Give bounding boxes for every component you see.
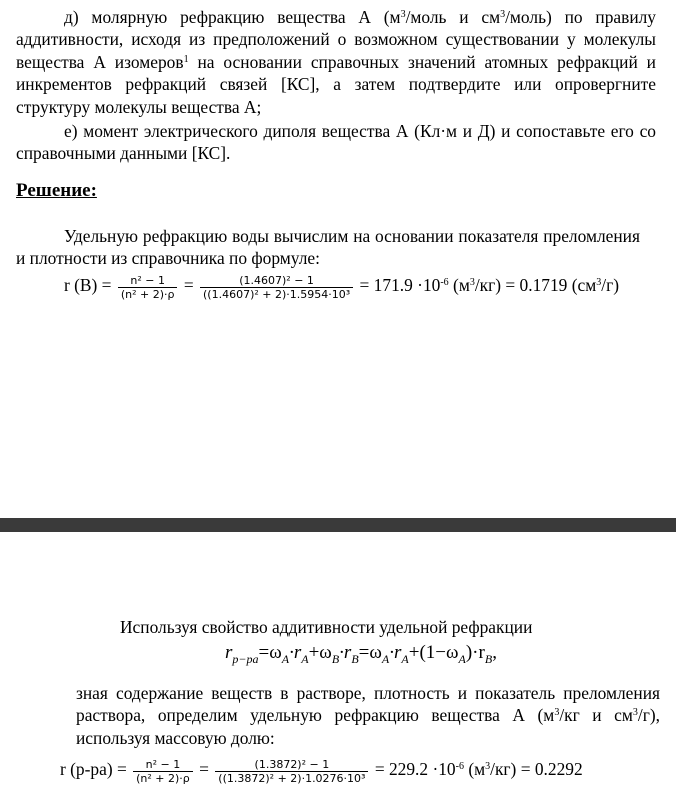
symbol: +ω: [308, 642, 332, 663]
fraction-general: [118, 274, 178, 301]
subscript: B: [351, 651, 359, 666]
superscript: 3: [554, 707, 560, 719]
symbol: =ω: [358, 642, 382, 663]
subscript: A: [301, 651, 309, 666]
formula-result: = 229.2 ·10: [370, 759, 456, 779]
exponent: -6: [440, 277, 449, 288]
document-page-2: [0, 532, 676, 790]
formula-lhs: r (B) =: [64, 275, 116, 295]
symbol: ,: [492, 642, 497, 663]
symbol: =ω: [258, 642, 282, 663]
solution-text-part: зная содержание веществ в растворе, плотность и показатель преломления раствора, определим удельную рефракцию вещества А (м: [76, 683, 660, 726]
additivity-intro: Используя свойство аддитивности удельной рефракции: [120, 617, 533, 637]
fraction-values: [215, 758, 368, 785]
equals-sign: =: [194, 759, 214, 779]
fraction-denominator: ((1.3872)² + 2)·1.0276·10³: [215, 771, 368, 785]
unit-text: /кг) = 0.2292: [490, 759, 583, 779]
subscript: A: [281, 651, 290, 666]
item-e-paragraph: е) момент электрического диполя вещества А (Кл·м и Д) и сопоставьте его со справочными данными [КС].: [16, 121, 656, 164]
fraction-numerator: (1.4607)² − 1: [239, 273, 314, 287]
fraction-numerator: n² − 1: [130, 273, 165, 287]
item-d-text: /моль) по правилу аддитивности, исходя из предположений о возможном существовании у молекулы вещества А изомеров: [16, 7, 656, 72]
page-separator: [0, 518, 676, 532]
symbol: ·r: [389, 642, 402, 663]
symbol: +(1−ω: [408, 642, 459, 663]
superscript: 3: [632, 707, 638, 719]
solution-text: [76, 682, 660, 749]
fraction-general: [133, 758, 193, 785]
symbol: ·r: [339, 642, 352, 663]
superscript: 3: [500, 9, 506, 20]
subscript: B: [484, 651, 493, 666]
item-d-text: д) молярную рефракцию вещества А (м: [64, 7, 401, 27]
equals-sign: =: [179, 275, 198, 295]
fraction-numerator: (1.3872)² − 1: [254, 757, 330, 771]
solution-text-part: /г), используя массовую долю:: [76, 705, 660, 748]
footnote-marker: 1: [183, 53, 189, 65]
subscript: A: [458, 651, 466, 666]
item-d-text: /моль и см: [405, 7, 501, 27]
superscript: 3: [596, 277, 602, 288]
fraction-denominator: (n² + 2)·ρ: [133, 771, 193, 785]
item-d-text: на основании справочных значений атомных рефракций и инкрементов рефракций связей [КС], а затем подтвердите или опровергните структуру молекулы вещества А;: [16, 51, 656, 117]
fraction-values: [200, 274, 353, 301]
fraction-denominator: ((1.4607)² + 2)·1.5954·10³: [200, 287, 353, 301]
superscript: 3: [469, 277, 475, 288]
formula-result: = 171.9 ·10: [355, 275, 441, 295]
subscript: A: [401, 651, 409, 666]
formula-lhs: r (р-ра) =: [60, 759, 132, 779]
formula-solution-refraction: [60, 754, 583, 785]
subscript: A: [381, 651, 390, 666]
solution-heading: Решение:: [16, 180, 97, 201]
solution-text-part: /кг и см: [559, 705, 633, 726]
unit-text: /кг) = 0.1719 (см: [474, 275, 597, 295]
symbol: ·r: [289, 642, 302, 663]
unit-text: /г): [601, 275, 620, 295]
symbol: )·r: [465, 642, 485, 663]
symbol: r: [225, 642, 233, 663]
intro-paragraph: Удельную рефракцию воды вычислим на основании показателя преломления и плотности из справочника по формуле:: [16, 226, 640, 269]
unit-text: (м: [448, 275, 470, 295]
item-d-paragraph: [16, 6, 656, 118]
subscript: B: [331, 651, 340, 666]
formula-additivity: [225, 642, 497, 667]
exponent: -6: [455, 761, 464, 772]
fraction-numerator: n² − 1: [145, 757, 181, 771]
subscript: p−pa: [232, 651, 259, 666]
superscript: 3: [400, 9, 406, 20]
unit-text: (м: [463, 759, 486, 779]
fraction-denominator: (n² + 2)·ρ: [118, 287, 178, 301]
superscript: 3: [485, 761, 491, 772]
formula-water-refraction: [64, 270, 619, 301]
